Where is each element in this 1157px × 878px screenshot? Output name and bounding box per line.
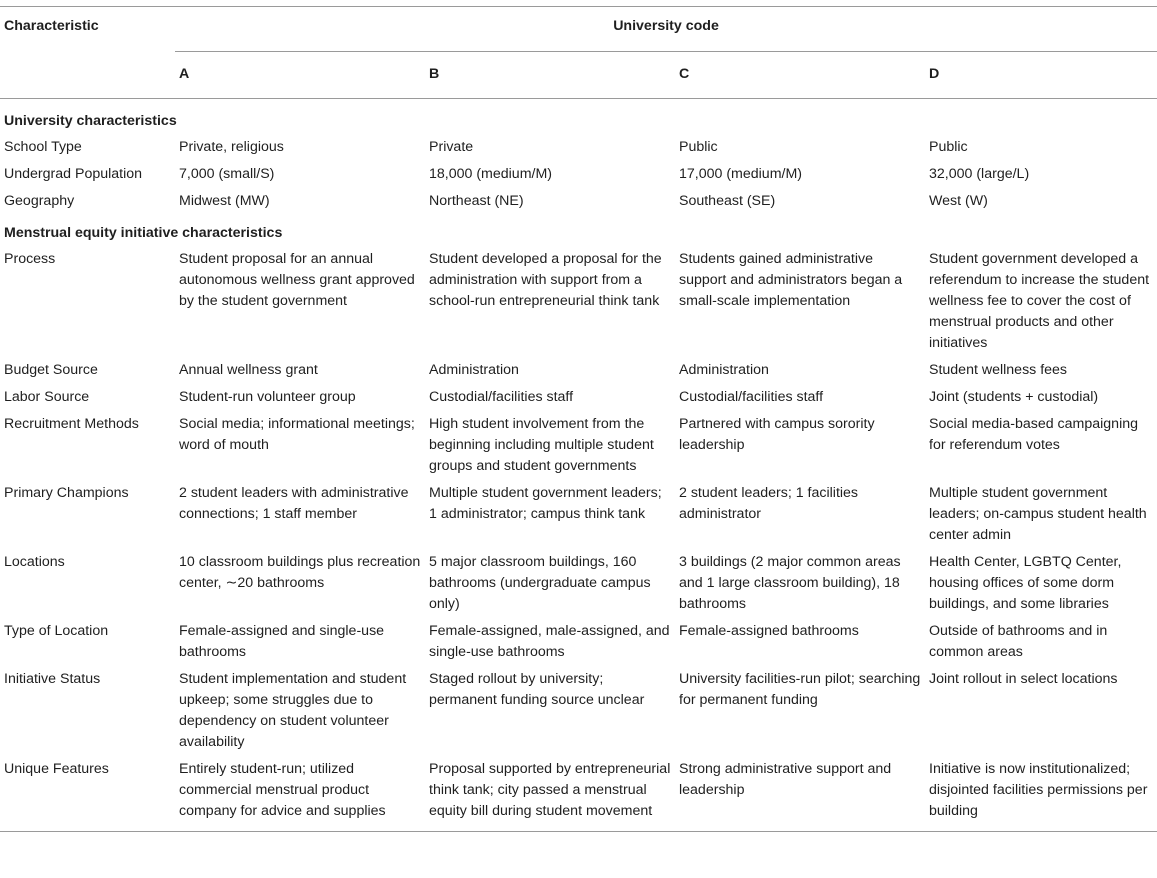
table-row: [0, 669, 1157, 759]
header-university-code: University code: [175, 7, 1157, 52]
section-title-initiative: Menstrual equity initiative characteristics: [4, 225, 283, 241]
header-row-1: [0, 7, 1157, 52]
table-cell: Multiple student government leaders; 1 administrator; campus think tank: [429, 485, 662, 522]
table-cell: Entirely student-run; utilized commercial menstrual product company for advice and supplies: [175, 759, 425, 832]
header-code-d: D: [925, 52, 1157, 99]
table-cell: Southeast (SE): [679, 193, 776, 209]
table-cell: Initiative is now institutionalized; disjointed facilities permissions per building: [925, 759, 1157, 832]
table-row: [0, 552, 1157, 621]
table-cell: Public: [679, 139, 718, 155]
table-cell: 2 student leaders; 1 facilities administrator: [679, 485, 859, 522]
table-cell: Female-assigned and single-use bathrooms: [179, 623, 385, 660]
section-title-university: University characteristics: [4, 113, 177, 129]
table-cell: Health Center, LGBTQ Center, housing offices of some dorm buildings, and some libraries: [929, 554, 1122, 612]
row-label: Recruitment Methods: [4, 416, 139, 432]
table-cell: Partnered with campus sorority leadership: [679, 416, 875, 453]
table-row: [0, 621, 1157, 669]
table-cell: Custodial/facilities staff: [679, 389, 824, 405]
table-cell: Administration: [429, 362, 519, 378]
row-label: School Type: [4, 139, 82, 155]
header-code-a: A: [175, 52, 425, 99]
table-cell: Outside of bathrooms and in common areas: [929, 623, 1108, 660]
section-row: [0, 218, 1157, 249]
table-cell: Custodial/facilities staff: [429, 389, 574, 405]
table-cell: Student implementation and student upkeep; some struggles due to dependency on student volunteer availability: [179, 671, 407, 750]
header-empty: [0, 52, 175, 99]
table-row: [0, 360, 1157, 387]
table-row: [0, 164, 1157, 191]
table-cell: Student-run volunteer group: [179, 389, 356, 405]
table-row: [0, 137, 1157, 164]
table-cell: Social media; informational meetings; word of mouth: [179, 416, 415, 453]
table-cell: Private, religious: [179, 139, 284, 155]
row-label: Type of Location: [4, 623, 109, 639]
row-label: Primary Champions: [4, 485, 129, 501]
table-cell: Midwest (MW): [179, 193, 270, 209]
table-cell: University facilities-run pilot; searching for permanent funding: [679, 671, 921, 708]
table-cell: Private: [429, 139, 474, 155]
table-cell: Staged rollout by university; permanent funding source unclear: [429, 671, 645, 708]
table-cell: Administration: [679, 362, 769, 378]
row-label: Process: [4, 251, 56, 267]
table-cell: Student proposal for an annual autonomous wellness grant approved by the student government: [179, 251, 415, 309]
header-row-2: [0, 52, 1157, 99]
table-cell: Female-assigned bathrooms: [679, 623, 859, 639]
table-row: [0, 191, 1157, 218]
table-cell: 5 major classroom buildings, 160 bathrooms (undergraduate campus only): [429, 554, 651, 612]
section-row: [0, 99, 1157, 138]
table-cell: Student government developed a referendum to increase the student wellness fee to cover the cost of menstrual products and other initiatives: [929, 251, 1150, 351]
row-label: Initiative Status: [4, 671, 101, 687]
header-code-b: B: [425, 52, 675, 99]
header-characteristic: Characteristic: [0, 7, 175, 52]
table-cell: 3 buildings (2 major common areas and 1 large classroom building), 18 bathrooms: [679, 554, 901, 612]
table-cell: Public: [929, 139, 968, 155]
row-label: Unique Features: [0, 759, 175, 832]
table-cell: Joint rollout in select locations: [929, 671, 1118, 687]
university-characteristics-table: [0, 6, 1157, 832]
row-label: Budget Source: [4, 362, 98, 378]
row-label: Undergrad Population: [4, 166, 143, 182]
table-cell: Strong administrative support and leadership: [675, 759, 925, 832]
table-cell: Proposal supported by entrepreneurial think tank; city passed a menstrual equity bill during student movement: [425, 759, 675, 832]
table-cell: 32,000 (large/L): [929, 166, 1030, 182]
table-row: [0, 759, 1157, 832]
table-cell: High student involvement from the beginning including multiple student groups and student governments: [429, 416, 654, 474]
row-label: Geography: [4, 193, 75, 209]
table-row: [0, 387, 1157, 414]
table-cell: Student developed a proposal for the administration with support from a school-run entrepreneurial think tank: [429, 251, 662, 309]
table-cell: 18,000 (medium/M): [429, 166, 553, 182]
table-cell: Northeast (NE): [429, 193, 524, 209]
table-cell: Social media-based campaigning for referendum votes: [929, 416, 1138, 453]
table-cell: 10 classroom buildings plus recreation center, ∼20 bathrooms: [179, 554, 421, 591]
table-cell: Joint (students + custodial): [929, 389, 1099, 405]
table-cell: 7,000 (small/S): [179, 166, 275, 182]
table-cell: Female-assigned, male-assigned, and single-use bathrooms: [429, 623, 670, 660]
table-cell: 2 student leaders with administrative connections; 1 staff member: [179, 485, 409, 522]
table-cell: West (W): [929, 193, 988, 209]
row-label: Labor Source: [4, 389, 90, 405]
table-cell: Student wellness fees: [929, 362, 1068, 378]
table-cell: Students gained administrative support and administrators began a small-scale implementation: [679, 251, 903, 309]
table-row: [0, 414, 1157, 483]
row-label: Locations: [4, 554, 65, 570]
header-code-c: C: [675, 52, 925, 99]
table-cell: 17,000 (medium/M): [679, 166, 803, 182]
table-cell: Multiple student government leaders; on-campus student health center admin: [929, 485, 1147, 543]
table-row: [0, 249, 1157, 360]
table-cell: Annual wellness grant: [179, 362, 318, 378]
table-row: [0, 483, 1157, 552]
